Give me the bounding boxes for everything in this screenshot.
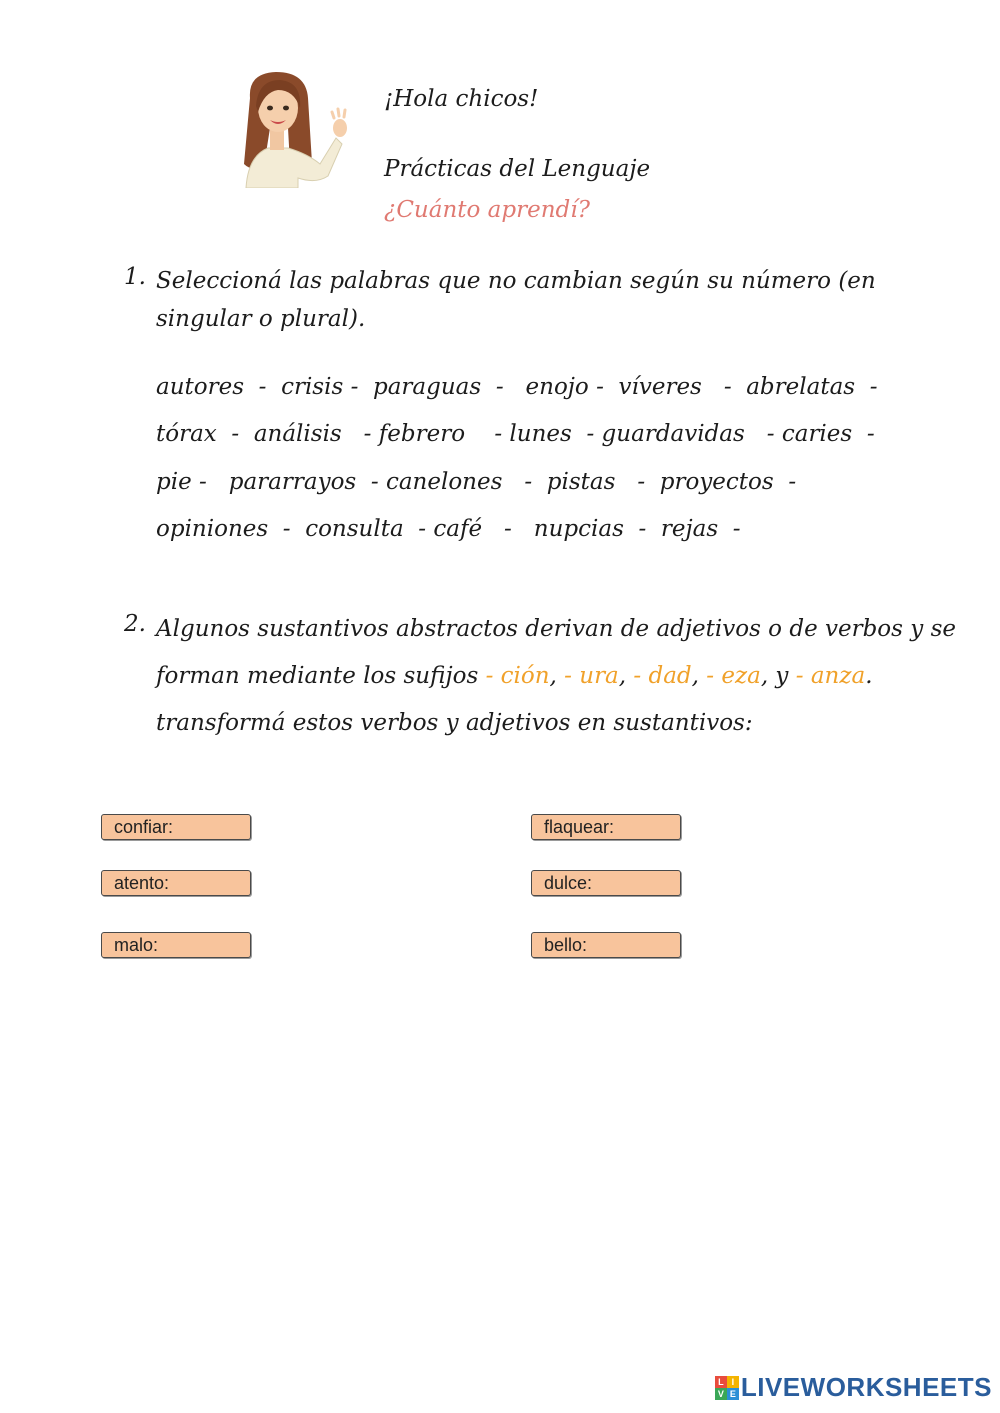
liveworksheets-brand-text: LIVEWORKSHEETS <box>740 1372 992 1402</box>
word-option[interactable]: rejas <box>660 516 719 542</box>
question-1-line-2: singular o plural). <box>156 306 366 332</box>
answer-input-dulce[interactable] <box>531 870 681 896</box>
suffix-ura: - ura <box>564 663 619 689</box>
word-option[interactable]: febrero <box>378 421 466 447</box>
suffix-cion: - ción <box>485 663 550 689</box>
word-line-1: autores - crisis - paraguas - enojo - víveres - abrelatas - <box>156 374 878 400</box>
liveworksheets-logo-icon: L I V E <box>715 1376 739 1400</box>
word-option[interactable]: consulta <box>305 516 404 542</box>
question-2-line-3: transformá estos verbos y adjetivos en sustantivos: <box>156 710 753 736</box>
greeting-text: ¡Hola chicos! <box>384 86 539 112</box>
answer-input-malo[interactable] <box>101 932 251 958</box>
answer-input-bello[interactable] <box>531 932 681 958</box>
suffix-dad: - dad <box>633 663 692 689</box>
word-option[interactable]: paraguas <box>372 374 482 400</box>
suffix-eza: - eza <box>706 663 761 689</box>
word-option[interactable]: pararrayos <box>228 469 357 495</box>
word-option[interactable]: crisis <box>281 374 344 400</box>
word-option[interactable]: canelones <box>385 469 503 495</box>
word-option[interactable]: análisis <box>253 421 342 447</box>
word-option[interactable]: autores <box>156 374 245 400</box>
question-2-line-2: forman mediante los sufijos - ción, - ura, - dad, - eza, y - anza. <box>156 663 873 689</box>
liveworksheets-logo <box>715 1372 992 1403</box>
word-option[interactable]: guardavidas <box>601 421 745 447</box>
question-1-text <box>156 262 876 338</box>
word-option[interactable]: abrelatas <box>746 374 856 400</box>
word-option[interactable]: opiniones <box>156 516 269 542</box>
word-option[interactable]: nupcias <box>533 516 624 542</box>
word-line-2: tórax - análisis - febrero - lunes - guardavidas - caries - <box>156 421 875 447</box>
question-1-number: 1. <box>124 264 146 290</box>
answer-input-confiar[interactable] <box>101 814 251 840</box>
word-option[interactable]: pistas <box>546 469 616 495</box>
word-option[interactable]: caries <box>781 421 853 447</box>
word-option[interactable]: enojo <box>525 374 589 400</box>
word-option[interactable]: café <box>433 516 483 542</box>
question-1-line-1: Seleccioná las palabras que no cambian según su número (en <box>156 268 876 294</box>
suffix-anza: - anza <box>795 663 866 689</box>
word-option[interactable]: tórax <box>156 421 217 447</box>
word-line-4: opiniones - consulta - café - nupcias - rejas - <box>156 516 741 542</box>
teacher-avatar-image <box>228 68 348 188</box>
word-option[interactable]: lunes <box>509 421 572 447</box>
question-2-text <box>156 606 956 747</box>
word-option[interactable]: víveres <box>618 374 702 400</box>
answer-input-flaquear[interactable] <box>531 814 681 840</box>
word-option[interactable]: proyectos <box>659 469 774 495</box>
word-line-3: pie - pararrayos - canelones - pistas - proyectos - <box>156 469 797 495</box>
quiz-title: ¿Cuánto aprendí? <box>384 197 590 223</box>
question-2-number: 2. <box>124 611 146 637</box>
question-2-line-1: Algunos sustantivos abstractos derivan de adjetivos o de verbos y se <box>156 616 956 642</box>
answer-input-atento[interactable] <box>101 870 251 896</box>
subject-title: Prácticas del Lenguaje <box>384 156 651 182</box>
word-option[interactable]: pie <box>156 469 192 495</box>
